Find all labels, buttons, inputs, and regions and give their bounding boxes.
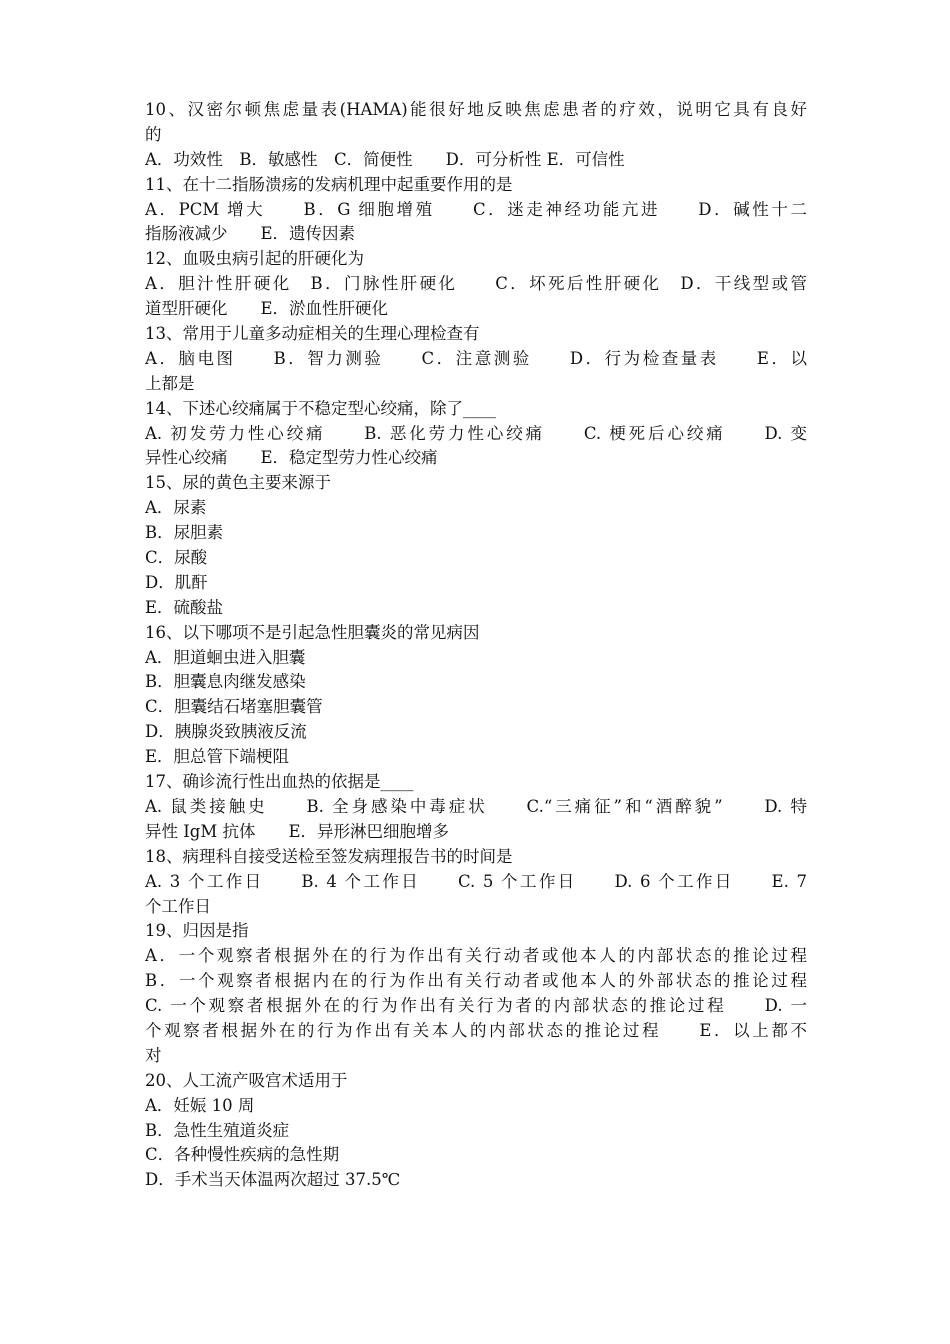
text-line: C．各种慢性疾病的急性期 (145, 1145, 340, 1165)
text-line: A．尿素 (145, 498, 207, 518)
text-line: A. 初发劳力性心绞痛 B. 恶化劳力性心绞痛 C. 梗死后心绞痛 D. 变 (145, 423, 807, 443)
text-line: B．尿胆素 (145, 523, 224, 543)
text-line: A．胆汁性肝硬化 B．门脉性肝硬化 C．坏死后性肝硬化 D．干线型或管 (145, 274, 807, 294)
text-line: 10、汉密尔顿焦虑量表(HAMA)能很好地反映焦虑患者的疗效，说明它具有良好 (145, 100, 807, 119)
text-line: A．胆道蛔虫进入胆囊 (145, 647, 306, 667)
text-line: 16、以下哪项不是引起急性胆囊炎的常见病因 (145, 622, 480, 642)
text-line: C．胆囊结石堵塞胆囊管 (145, 697, 323, 717)
text-line: A. 鼠类接触史 B. 全身感染中毒症状 C.“三痛征”和“酒醉貌” D. 特 (145, 796, 807, 816)
text-line: 上都是 (145, 373, 195, 393)
text-line: 14、下述心绞痛属于不稳定型心绞痛，除了____ (145, 398, 496, 418)
text-line: C．尿酸 (145, 548, 208, 568)
text-line: C. 一个观察者根据外在的行为作出有关行为者的内部状态的推论过程 D. 一 (145, 996, 807, 1016)
text-line: D．胰腺炎致胰液反流 (145, 722, 307, 742)
text-line: 道型肝硬化 E．淤血性肝硬化 (145, 299, 389, 319)
text-line: 17、确诊流行性出血热的依据是____ (145, 772, 414, 792)
text-line: 的 (145, 124, 162, 144)
text-line: 19、归因是指 (145, 921, 249, 941)
text-line: B．胆囊息肉继发感染 (145, 672, 306, 692)
text-line: A．功效性 B．敏感性 C．简便性 D．可分析性 E．可信性 (145, 149, 625, 169)
text-line: 异性心绞痛 E．稳定型劳力性心绞痛 (145, 448, 438, 468)
text-line: B．急性生殖道炎症 (145, 1120, 290, 1140)
text-line: 异性 IgM 抗体 E．异形淋巴细胞增多 (145, 821, 450, 841)
text-line: 指肠液减少 E．遗传因素 (145, 224, 356, 244)
text-line: 20、人工流产吸宫术适用于 (145, 1070, 348, 1090)
text-line: A．一个观察者根据外在的行为作出有关行动者或他本人的内部状态的推论过程 (145, 946, 807, 966)
text-line: 12、血吸虫病引起的肝硬化为 (145, 249, 364, 269)
text-line: 对 (145, 1045, 162, 1065)
text-line: 11、在十二指肠溃疡的发病机理中起重要作用的是 (145, 174, 513, 194)
text-line: 个工作日 (145, 896, 211, 916)
text-line: 18、病理科自接受送检至签发病理报告书的时间是 (145, 846, 513, 866)
text-line: A. 3 个工作日 B. 4 个工作日 C. 5 个工作日 D. 6 个工作日 E. 7 (145, 871, 807, 891)
text-line: A．妊娠 10 周 (145, 1095, 255, 1115)
text-line: A．脑电图 B．智力测验 C．注意测验 D．行为检查量表 E．以 (145, 348, 807, 368)
text-line: D．手术当天体温两次超过 37.5℃ (145, 1170, 401, 1190)
text-line: E．硫酸盐 (145, 597, 224, 617)
document-page (145, 98, 807, 1193)
text-line: 13、常用于儿童多动症相关的生理心理检查有 (145, 324, 480, 344)
text-line: A．PCM 增大 B．G 细胞增殖 C．迷走神经功能亢进 D．碱性十二 (145, 199, 807, 219)
text-line: 个观察者根据外在的行为作出有关本人的内部状态的推论过程 E．以上都不 (145, 1020, 807, 1040)
text-line: B．一个观察者根据内在的行为作出有关行动者或他本人的外部状态的推论过程 (145, 971, 807, 991)
text-line: E．胆总管下端梗阻 (145, 747, 290, 767)
text-line: D．肌酐 (145, 572, 208, 592)
text-line: 15、尿的黄色主要来源于 (145, 473, 331, 493)
